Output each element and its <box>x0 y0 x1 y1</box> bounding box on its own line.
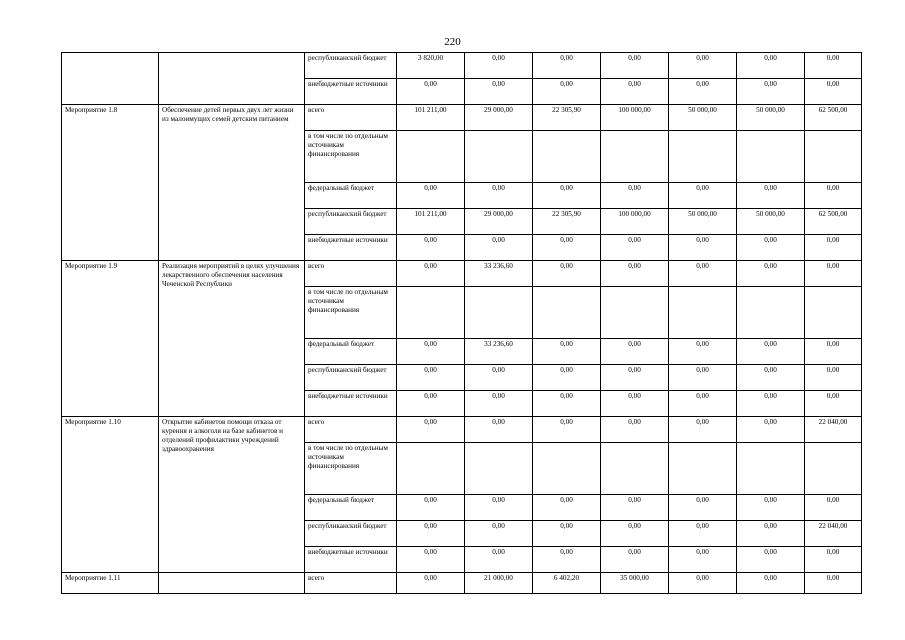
budget-table <box>61 52 862 594</box>
amount-cell: 0,00 <box>805 183 862 209</box>
amount-cell: 0,00 <box>533 495 601 521</box>
amount-cell: 100 000,00 <box>601 209 669 235</box>
amount-cell: 0,00 <box>601 521 669 547</box>
amount-cell: 0,00 <box>465 183 533 209</box>
description-cell <box>159 573 305 594</box>
amount-cell <box>533 287 601 339</box>
amount-cell: 0,00 <box>465 521 533 547</box>
amount-cell: 0,00 <box>805 79 862 105</box>
amount-cell <box>601 443 669 495</box>
amount-cell: 22 040,00 <box>805 417 862 443</box>
amount-cell: 0,00 <box>669 573 737 594</box>
description-cell: Открытие кабинетов помощи отказа от курения и алкоголя на базе кабинетов и отделений профилактики учреждений здравоохранения <box>159 417 305 573</box>
amount-cell: 22 305,90 <box>533 105 601 131</box>
funding-source-cell: внебюджетные источники <box>305 547 397 573</box>
amount-cell: 0,00 <box>737 235 805 261</box>
amount-cell: 0,00 <box>737 79 805 105</box>
amount-cell: 0,00 <box>465 235 533 261</box>
amount-cell: 0,00 <box>397 339 465 365</box>
table-row <box>62 573 862 594</box>
amount-cell <box>805 131 862 183</box>
amount-cell <box>669 287 737 339</box>
amount-cell: 100 000,00 <box>601 105 669 131</box>
amount-cell: 0,00 <box>533 53 601 79</box>
amount-cell: 0,00 <box>737 521 805 547</box>
page-number: 220 <box>444 36 461 48</box>
amount-cell: 0,00 <box>397 365 465 391</box>
amount-cell: 0,00 <box>533 365 601 391</box>
amount-cell: 0,00 <box>805 261 862 287</box>
amount-cell <box>397 131 465 183</box>
amount-cell: 101 211,00 <box>397 105 465 131</box>
amount-cell <box>601 131 669 183</box>
amount-cell: 0,00 <box>397 547 465 573</box>
amount-cell: 0,00 <box>805 339 862 365</box>
amount-cell <box>669 131 737 183</box>
amount-cell: 29 000,00 <box>465 105 533 131</box>
amount-cell: 0,00 <box>805 53 862 79</box>
amount-cell: 0,00 <box>601 261 669 287</box>
amount-cell: 0,00 <box>397 79 465 105</box>
description-cell: Реализация мероприятий в целях улучшения лекарственного обеспечения населения Чеченской Республики <box>159 261 305 417</box>
amount-cell: 0,00 <box>601 495 669 521</box>
amount-cell: 0,00 <box>669 495 737 521</box>
funding-source-cell: республиканский бюджет <box>305 521 397 547</box>
amount-cell: 22 305,90 <box>533 209 601 235</box>
amount-cell: 0,00 <box>669 261 737 287</box>
funding-source-cell: всего <box>305 573 397 594</box>
amount-cell: 0,00 <box>465 495 533 521</box>
amount-cell: 101 211,00 <box>397 209 465 235</box>
funding-source-cell: внебюджетные источники <box>305 79 397 105</box>
amount-cell: 0,00 <box>397 495 465 521</box>
amount-cell: 0,00 <box>397 573 465 594</box>
amount-cell: 0,00 <box>601 391 669 417</box>
amount-cell: 0,00 <box>737 573 805 594</box>
amount-cell <box>669 443 737 495</box>
funding-source-cell: внебюджетные источники <box>305 235 397 261</box>
amount-cell: 50 000,00 <box>669 105 737 131</box>
description-cell <box>159 53 305 105</box>
amount-cell: 0,00 <box>601 235 669 261</box>
table-row <box>62 417 862 443</box>
amount-cell: 0,00 <box>601 417 669 443</box>
amount-cell <box>737 443 805 495</box>
funding-source-cell: в том числе по отдельным источникам финансирования <box>305 443 397 495</box>
amount-cell: 6 402,20 <box>533 573 601 594</box>
amount-cell: 0,00 <box>669 183 737 209</box>
amount-cell: 62 500,00 <box>805 209 862 235</box>
funding-source-cell: федеральный бюджет <box>305 495 397 521</box>
amount-cell: 0,00 <box>397 521 465 547</box>
amount-cell: 50 000,00 <box>669 209 737 235</box>
activity-cell: Мероприятие 1.8 <box>62 105 159 261</box>
amount-cell <box>465 287 533 339</box>
funding-source-cell: в том числе по отдельным источникам финансирования <box>305 131 397 183</box>
table-row <box>62 53 862 79</box>
amount-cell: 0,00 <box>669 417 737 443</box>
amount-cell: 33 236,60 <box>465 339 533 365</box>
amount-cell: 0,00 <box>805 573 862 594</box>
amount-cell: 0,00 <box>465 53 533 79</box>
amount-cell: 0,00 <box>397 235 465 261</box>
amount-cell: 33 236,60 <box>465 261 533 287</box>
amount-cell: 0,00 <box>601 183 669 209</box>
amount-cell: 50 000,00 <box>737 209 805 235</box>
activity-cell: Мероприятие 1.10 <box>62 417 159 573</box>
amount-cell: 0,00 <box>669 235 737 261</box>
amount-cell: 0,00 <box>533 183 601 209</box>
amount-cell: 0,00 <box>465 79 533 105</box>
amount-cell: 0,00 <box>533 547 601 573</box>
amount-cell: 0,00 <box>601 365 669 391</box>
funding-source-cell: в том числе по отдельным источникам финансирования <box>305 287 397 339</box>
amount-cell: 35 000,00 <box>601 573 669 594</box>
amount-cell: 0,00 <box>465 417 533 443</box>
amount-cell: 0,00 <box>397 261 465 287</box>
amount-cell: 0,00 <box>397 183 465 209</box>
activity-cell: Мероприятие 1.9 <box>62 261 159 417</box>
amount-cell <box>805 287 862 339</box>
amount-cell: 0,00 <box>533 391 601 417</box>
amount-cell: 0,00 <box>601 53 669 79</box>
funding-source-cell: федеральный бюджет <box>305 339 397 365</box>
amount-cell: 50 000,00 <box>737 105 805 131</box>
amount-cell <box>465 443 533 495</box>
amount-cell: 21 000,00 <box>465 573 533 594</box>
activity-cell: Мероприятие 1.11 <box>62 573 159 594</box>
amount-cell: 0,00 <box>737 339 805 365</box>
amount-cell: 0,00 <box>533 79 601 105</box>
amount-cell: 0,00 <box>533 417 601 443</box>
amount-cell: 29 000,00 <box>465 209 533 235</box>
amount-cell: 0,00 <box>533 235 601 261</box>
funding-source-cell: республиканский бюджет <box>305 53 397 79</box>
amount-cell: 0,00 <box>805 547 862 573</box>
amount-cell: 0,00 <box>737 261 805 287</box>
amount-cell: 0,00 <box>737 547 805 573</box>
funding-source-cell: республиканский бюджет <box>305 365 397 391</box>
amount-cell: 22 040,00 <box>805 521 862 547</box>
amount-cell: 0,00 <box>669 547 737 573</box>
amount-cell: 0,00 <box>669 79 737 105</box>
table-row <box>62 261 862 287</box>
amount-cell: 0,00 <box>669 53 737 79</box>
amount-cell: 0,00 <box>805 495 862 521</box>
amount-cell: 0,00 <box>601 339 669 365</box>
funding-source-cell: республиканский бюджет <box>305 209 397 235</box>
amount-cell <box>397 287 465 339</box>
amount-cell: 0,00 <box>737 53 805 79</box>
amount-cell: 0,00 <box>669 339 737 365</box>
amount-cell: 0,00 <box>465 365 533 391</box>
amount-cell: 0,00 <box>737 391 805 417</box>
funding-source-cell: всего <box>305 105 397 131</box>
amount-cell: 0,00 <box>533 521 601 547</box>
amount-cell <box>805 443 862 495</box>
amount-cell: 0,00 <box>737 365 805 391</box>
amount-cell: 0,00 <box>805 365 862 391</box>
funding-source-cell: федеральный бюджет <box>305 183 397 209</box>
amount-cell <box>533 131 601 183</box>
funding-source-cell: всего <box>305 261 397 287</box>
amount-cell: 0,00 <box>669 365 737 391</box>
table-row <box>62 105 862 131</box>
amount-cell: 0,00 <box>669 391 737 417</box>
amount-cell: 0,00 <box>533 339 601 365</box>
amount-cell <box>533 443 601 495</box>
amount-cell: 0,00 <box>805 235 862 261</box>
amount-cell: 0,00 <box>601 79 669 105</box>
amount-cell: 0,00 <box>533 261 601 287</box>
amount-cell: 0,00 <box>601 547 669 573</box>
amount-cell: 0,00 <box>669 521 737 547</box>
amount-cell: 0,00 <box>397 417 465 443</box>
amount-cell: 0,00 <box>465 391 533 417</box>
amount-cell <box>397 443 465 495</box>
amount-cell: 0,00 <box>465 547 533 573</box>
funding-source-cell: всего <box>305 417 397 443</box>
amount-cell: 3 820,00 <box>397 53 465 79</box>
amount-cell: 62 500,00 <box>805 105 862 131</box>
amount-cell: 0,00 <box>737 495 805 521</box>
amount-cell <box>737 131 805 183</box>
amount-cell: 0,00 <box>397 391 465 417</box>
activity-cell <box>62 53 159 105</box>
funding-source-cell: внебюджетные источники <box>305 391 397 417</box>
amount-cell <box>601 287 669 339</box>
amount-cell <box>465 131 533 183</box>
amount-cell: 0,00 <box>737 417 805 443</box>
amount-cell: 0,00 <box>805 391 862 417</box>
amount-cell <box>737 287 805 339</box>
amount-cell: 0,00 <box>737 183 805 209</box>
description-cell: Обеспечение детей первых двух лет жизни из малоимущих семей детским питанием <box>159 105 305 261</box>
